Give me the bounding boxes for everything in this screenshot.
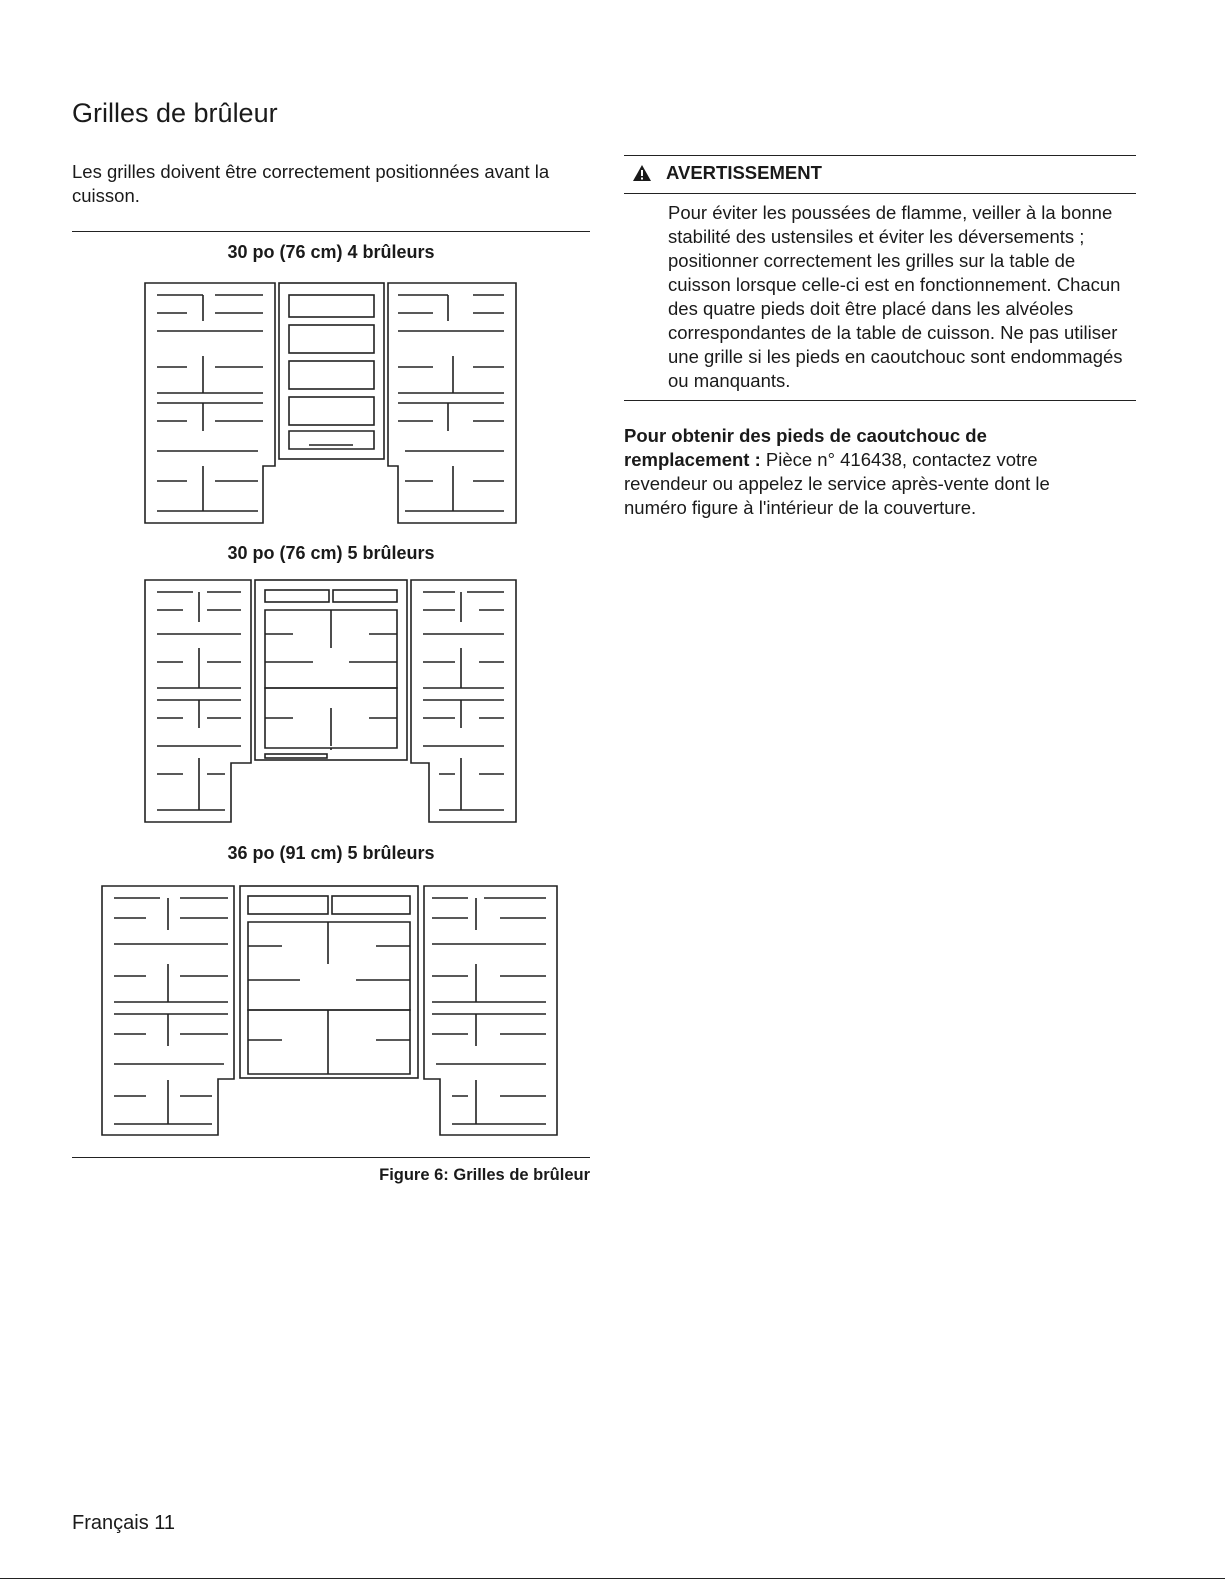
- warning-heading: [632, 162, 822, 184]
- page-footer: Français 11: [72, 1512, 176, 1534]
- figure-label-30-4: 30 po (76 cm) 4 brûleurs: [227, 242, 435, 262]
- parts-note-text: Pièce n° 416438, contactez votre revendeur ou appelez le service après-vente dont le numéro figure à l'intérieur de la couverture.: [624, 449, 1050, 518]
- warning-heading-text: AVERTISSEMENT: [666, 162, 822, 183]
- warning-triangle-icon: [632, 164, 652, 182]
- intro-text: Les grilles doivent être correctement positionnées avant la cuisson.: [72, 161, 550, 206]
- grate-diagram-30-4: [143, 281, 518, 526]
- figure-bottom-rule: [72, 1157, 590, 1158]
- warning-bottom-rule: [624, 400, 1136, 401]
- section-title: Grilles de brûleur: [72, 98, 278, 128]
- warning-top-rule: [624, 155, 1136, 156]
- figure-caption: Figure 6: Grilles de brûleur: [379, 1166, 590, 1184]
- parts-note: [624, 424, 1114, 520]
- page-bottom-rule: [0, 1578, 1225, 1579]
- warning-heading-rule: [624, 193, 1136, 194]
- figure-label-36-5: 36 po (91 cm) 5 brûleurs: [227, 843, 435, 863]
- figure-top-rule: [72, 231, 590, 232]
- figure-label-30-5: 30 po (76 cm) 5 brûleurs: [227, 543, 435, 563]
- grate-diagram-30-5: [143, 578, 518, 825]
- grate-diagram-36-5: [100, 884, 560, 1138]
- parts-note-bold: Pour obtenir des pieds de caoutchouc de remplacement :: [624, 425, 987, 470]
- warning-body: Pour éviter les poussées de flamme, veiller à la bonne stabilité des ustensiles et éviter les déversements ; positionner correctement les grilles sur la table de cuisson lorsque celle-ci est en fonctionnement. Chacun des quatre pieds doit être placé dans les alvéoles correspondantes de la table de cuisson. Ne pas utiliser une grille si les pieds en caoutchouc sont endommagés ou manquants.: [668, 202, 1123, 391]
